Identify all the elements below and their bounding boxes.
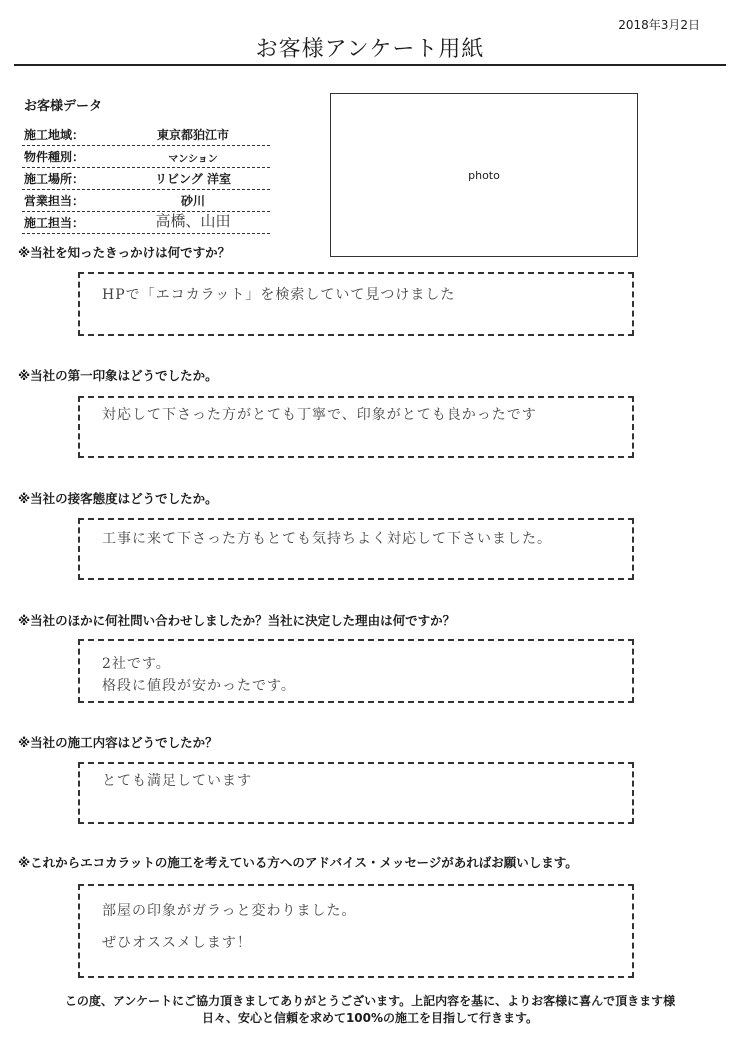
survey-date: 2018年3月2日 bbox=[618, 18, 700, 32]
question-2: ※当社の第一印象はどうでしたか。 bbox=[18, 368, 218, 383]
data-value: 砂川 bbox=[180, 194, 205, 208]
data-row-area bbox=[22, 124, 270, 146]
answer-box-3 bbox=[78, 518, 634, 580]
photo-placeholder bbox=[330, 93, 638, 257]
answer-line: 格段に値段が安かったです。 bbox=[102, 678, 296, 694]
data-label: 営業担当： bbox=[24, 194, 85, 208]
question-1: ※当社を知ったきっかけは何ですか？ bbox=[18, 245, 231, 260]
answer-box-2 bbox=[78, 396, 634, 458]
data-row-sales-staff bbox=[22, 190, 270, 212]
answer-line: 対応して下さった方がとても丁寧で、印象がとても良かったです bbox=[102, 407, 537, 423]
data-value: 東京都狛江市 bbox=[156, 128, 229, 142]
question-4: ※当社のほかに何社問い合わせしましたか？当社に決定した理由は何ですか？ bbox=[18, 613, 456, 628]
data-value: リビング 洋室 bbox=[155, 172, 231, 186]
answer-line: HPで「エコカラット」を検索していて見つけました bbox=[102, 287, 456, 303]
question-6: ※これからエコカラットの施工を考えている方へのアドバイス・メッセージがあればお願いします。 bbox=[18, 855, 578, 870]
photo-label: photo bbox=[468, 168, 500, 182]
data-row-install-staff bbox=[22, 212, 270, 234]
question-3: ※当社の接客態度はどうでしたか。 bbox=[18, 491, 218, 506]
answer-box-4 bbox=[78, 639, 634, 703]
answer-line: 2社です。 bbox=[102, 656, 171, 672]
data-label: 施工地域： bbox=[24, 128, 85, 142]
data-value: マンション bbox=[168, 154, 218, 165]
answer-line: 工事に来て下さった方もとても気持ちよく対応して下さいました。 bbox=[102, 531, 552, 547]
data-row-property-type bbox=[22, 146, 270, 168]
data-label: 施工場所： bbox=[24, 172, 85, 186]
data-value: 高橋、山田 bbox=[155, 212, 231, 230]
data-row-location bbox=[22, 168, 270, 190]
question-5: ※当社の施工内容はどうでしたか？ bbox=[18, 735, 218, 750]
customer-data-table bbox=[22, 124, 270, 234]
answer-line: ぜひオススメします！ bbox=[102, 935, 252, 951]
footer-line-2: 日々、安心と信頼を求めて100%の施工を目指して行きます。 bbox=[201, 1011, 539, 1025]
answer-box-6 bbox=[78, 884, 634, 978]
customer-data-heading: お客様データ bbox=[24, 99, 103, 114]
footer-line-1: この度、アンケートにご協力頂きましてありがとうございます。上記内容を基に、よりお客様に喜んで頂きます様 bbox=[64, 994, 676, 1008]
data-label: 物件種別： bbox=[24, 150, 85, 164]
answer-box-5 bbox=[78, 762, 634, 824]
answer-box-1 bbox=[78, 272, 634, 336]
data-label: 施工担当： bbox=[24, 216, 85, 230]
page-title: お客様アンケート用紙 bbox=[255, 37, 485, 62]
answer-line: 部屋の印象がガラっと変わりました。 bbox=[102, 903, 357, 919]
title-divider bbox=[14, 64, 726, 66]
answer-line: とても満足しています bbox=[102, 773, 252, 789]
